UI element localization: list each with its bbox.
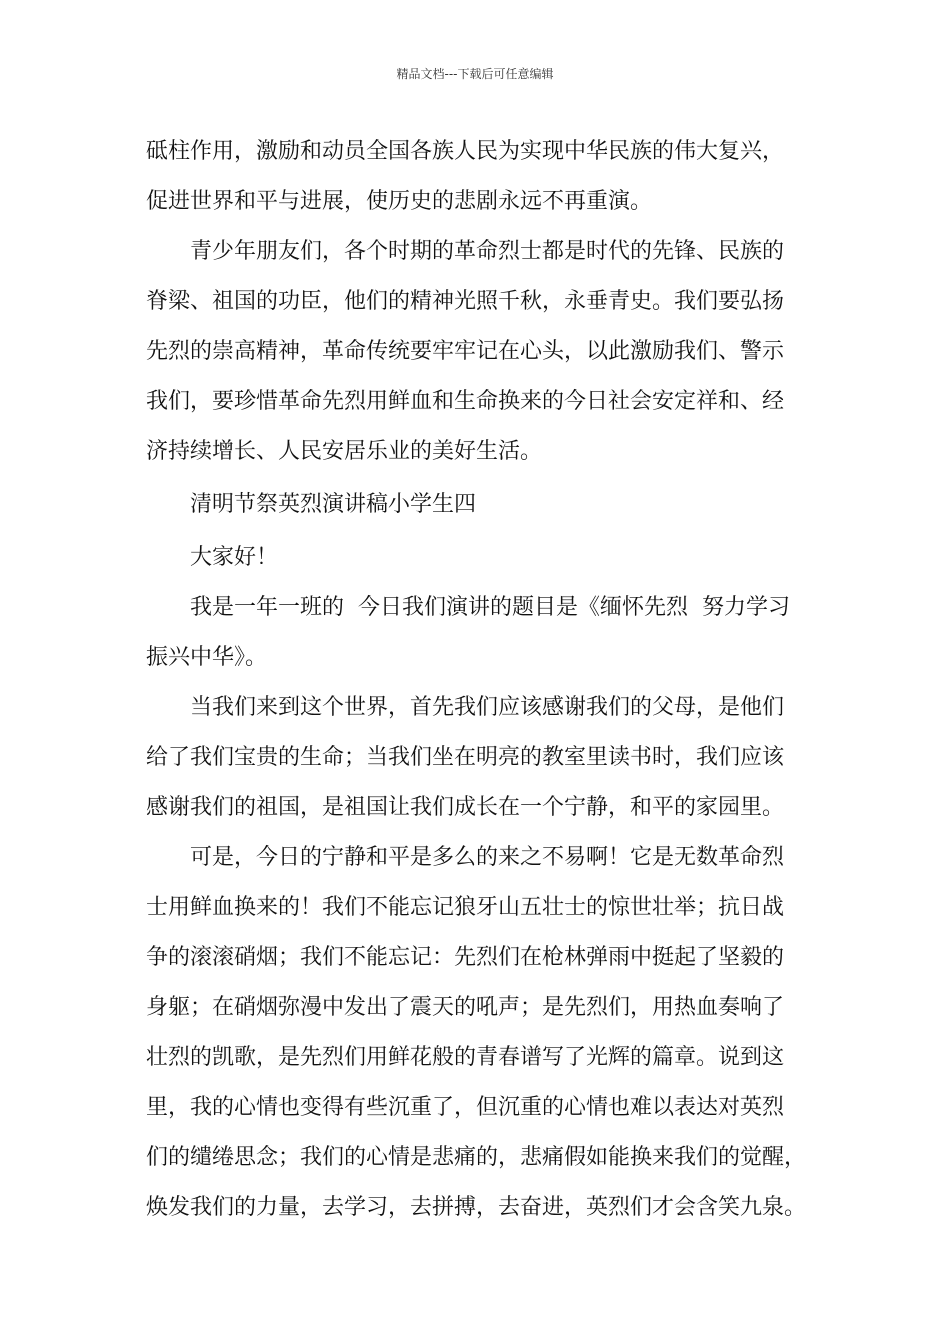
document-body xyxy=(146,127,830,1233)
text-line: 促进世界和平与进展，使历史的悲剧永远不再重演。 xyxy=(146,189,653,214)
text-line: 济持续增长、人民安居乐业的美好生活。 xyxy=(146,439,543,464)
text-line: 可是，今日的宁静和平是多么的来之不易啊！它是无数革命烈 xyxy=(190,845,785,870)
text-line: 感谢我们的祖国，是祖国让我们成长在一个宁静，和平的家园里。 xyxy=(146,795,785,820)
text-line: 里，我的心情也变得有些沉重了，但沉重的心情也难以表达对英烈 xyxy=(146,1095,785,1120)
text-line: 壮烈的凯歌，是先烈们用鲜花般的青春谱写了光辉的篇章。说到这 xyxy=(146,1045,785,1070)
text-line: 我是一年一班的 今日我们演讲的题目是《缅怀先烈 努力学习 xyxy=(190,595,790,620)
text-line: 脊梁、祖国的功臣，他们的精神光照千秋，永垂青史。我们要弘扬 xyxy=(146,289,785,314)
text-line: 我们，要珍惜革命先烈用鲜血和生命换来的今日社会安定祥和、经 xyxy=(146,389,785,414)
text-line: 给了我们宝贵的生命；当我们坐在明亮的教室里读书时，我们应该 xyxy=(146,745,785,770)
text-line: 争的滚滚硝烟；我们不能忘记：先烈们在枪林弹雨中挺起了坚毅的 xyxy=(146,945,785,970)
greeting-line: 大家好！ xyxy=(190,545,279,570)
text-line: 当我们来到这个世界，首先我们应该感谢我们的父母，是他们 xyxy=(190,695,785,720)
text-line: 身躯；在硝烟弥漫中发出了震天的吼声；是先烈们，用热血奏响了 xyxy=(146,995,785,1020)
text-line: 振兴中华》。 xyxy=(146,645,268,670)
text-line: 青少年朋友们，各个时期的革命烈士都是时代的先锋、民族的 xyxy=(190,239,785,264)
page-header: 精品文档---下载后可任意编辑 xyxy=(396,67,554,81)
text-line: 焕发我们的力量，去学习，去拼搏，去奋进，英烈们才会含笑九泉。 xyxy=(146,1195,807,1220)
text-line: 们的缱绻思念；我们的心情是悲痛的，悲痛假如能换来我们的觉醒， xyxy=(146,1145,807,1170)
section-heading: 清明节祭英烈演讲稿小学生四 xyxy=(190,492,477,517)
text-line: 砥柱作用，激励和动员全国各族人民为实现中华民族的伟大复兴， xyxy=(146,139,785,164)
text-line: 先烈的崇高精神，革命传统要牢牢记在心头，以此激励我们、警示 xyxy=(146,339,785,364)
text-line: 士用鲜血换来的！我们不能忘记狼牙山五壮士的惊世壮举；抗日战 xyxy=(146,895,785,920)
